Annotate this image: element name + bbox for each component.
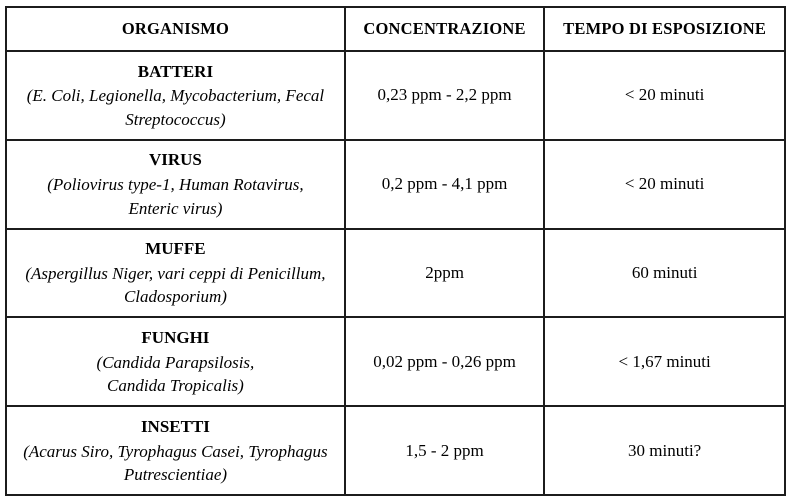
exposure-cell: 60 minuti <box>544 229 785 318</box>
organism-species-line: Cladosporium) <box>123 287 227 307</box>
table-row-muffe <box>6 229 785 318</box>
organism-species-line: (Candida Parapsilosis, <box>96 352 255 372</box>
organism-cell <box>6 406 345 495</box>
exposure-cell: < 20 minuti <box>544 140 785 229</box>
concentration-cell: 0,2 ppm - 4,1 ppm <box>345 140 544 229</box>
concentration-cell: 1,5 - 2 ppm <box>345 406 544 495</box>
organism-name: FUNGHI <box>141 327 210 347</box>
organism-cell <box>6 140 345 229</box>
header-concentration: CONCENTRAZIONE <box>345 7 544 51</box>
concentration-cell: 0,02 ppm - 0,26 ppm <box>345 317 544 406</box>
table-row-batteri <box>6 51 785 140</box>
concentration-cell: 2ppm <box>345 229 544 318</box>
concentration-cell: 0,23 ppm - 2,2 ppm <box>345 51 544 140</box>
header-exposure: TEMPO DI ESPOSIZIONE <box>544 7 785 51</box>
organism-species-line: Candida Tropicalis) <box>107 376 244 396</box>
exposure-cell: < 1,67 minuti <box>544 317 785 406</box>
organism-name: MUFFE <box>145 239 206 259</box>
organism-name: INSETTI <box>140 416 210 436</box>
table-row-funghi <box>6 317 785 406</box>
exposure-cell: 30 minuti? <box>544 406 785 495</box>
organism-cell <box>6 51 345 140</box>
organism-species-line: Putrescientiae) <box>123 464 228 484</box>
organism-species-line: (Aspergillus Niger, vari ceppi di Penicillum, <box>25 263 326 283</box>
organism-cell <box>6 317 345 406</box>
organism-species-line: Streptococcus) <box>125 109 226 129</box>
header-row <box>6 7 785 51</box>
organism-cell <box>6 229 345 318</box>
organism-species-line: (Poliovirus type-1, Human Rotavirus, <box>47 175 304 195</box>
organism-exposure-table <box>5 6 786 496</box>
organism-species-line: (E. Coli, Legionella, Mycobacterium, Fecal <box>26 86 325 106</box>
organism-species-line: Enteric virus) <box>128 198 223 218</box>
table-row-insetti <box>6 406 785 495</box>
exposure-cell: < 20 minuti <box>544 51 785 140</box>
organism-name: VIRUS <box>148 150 202 170</box>
organism-name: BATTERI <box>137 61 214 81</box>
organism-species-line: (Acarus Siro, Tyrophagus Casei, Tyrophagus <box>23 441 328 461</box>
table-row-virus <box>6 140 785 229</box>
header-organism: ORGANISMO <box>6 7 345 51</box>
